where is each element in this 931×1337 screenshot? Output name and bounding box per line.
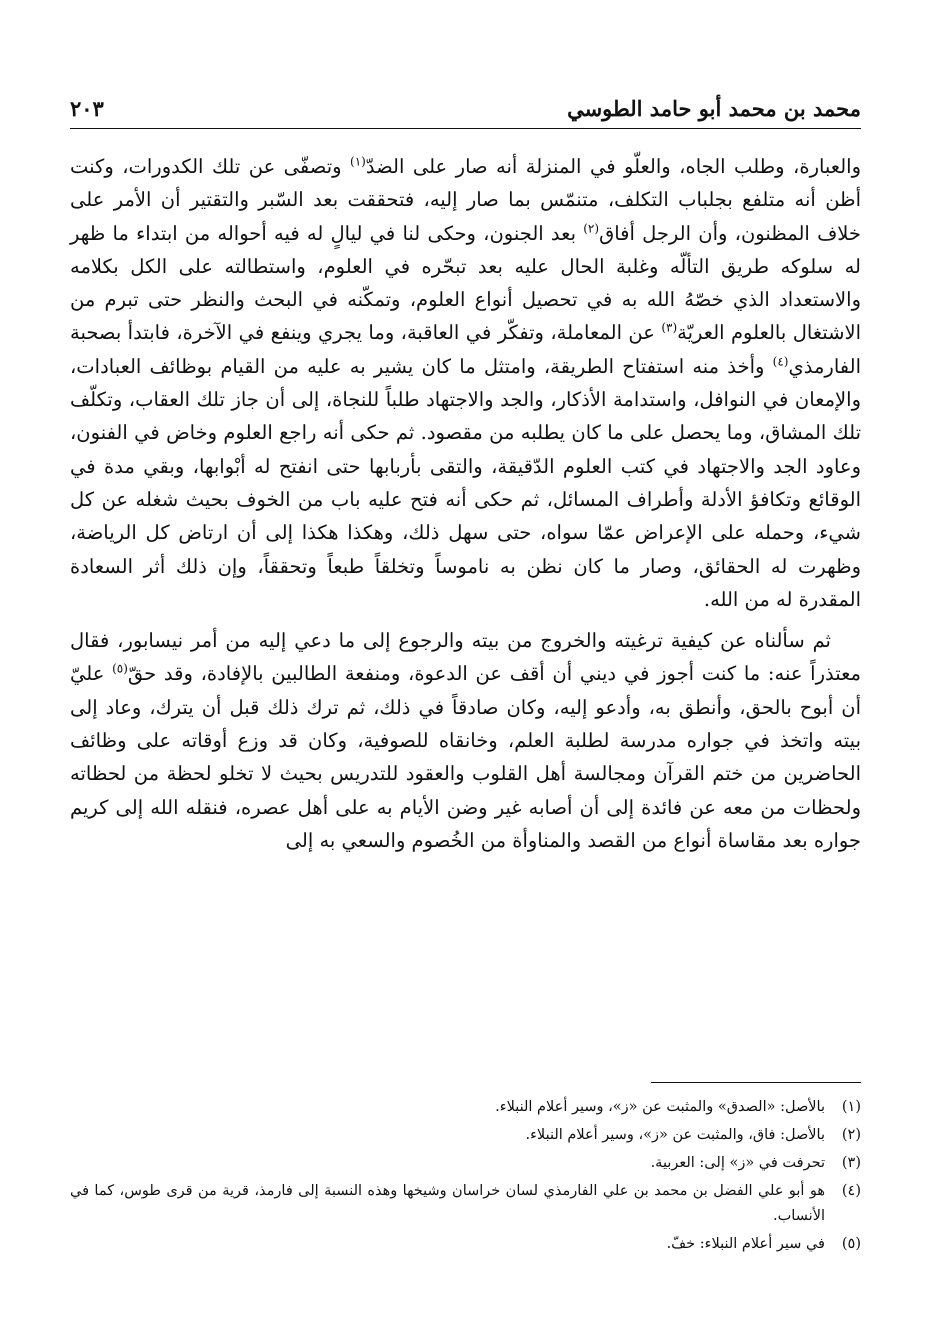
footnote-number: (٤): [841, 1183, 861, 1199]
footnote-text: هو أبو علي الفضل بن محمد بن علي الفارمذي لسان خراسان وشيخها وهذه النسبة إلى فارمذ، قرية من قرى طوس، كما في الأنساب.: [70, 1183, 825, 1224]
main-text: [70, 150, 861, 857]
footnote-number: (٥): [841, 1236, 861, 1252]
footnote-marker-5: (٥): [112, 661, 128, 676]
footnote-number: (٣): [841, 1155, 861, 1171]
footnote-text: بالأصل: «الصدق» والمثبت عن «ز»، وسير أعلام النبلاء.: [495, 1099, 825, 1115]
footnote-3: [70, 1151, 861, 1176]
footnote-5: [70, 1232, 861, 1257]
text-run: بعد الجنون، وحكى لنا في ليالٍ له فيه أحواله من ابتداء ما ظهر له سلوكه طريق التألّه وغلبة الحال عليه بعد تبحّره في العلوم، واستطالته على الكل بكلامه والاستعداد الذي خصّهُ الله به في تحصيل أنواع العلوم، وتمكّنه في البحث والنظر حتى تبرم من الاشتغال بالعلوم العريّة: [70, 221, 861, 345]
footnote-4: [70, 1179, 861, 1229]
footnote-1: [70, 1095, 861, 1120]
footnote-marker-2: (٢): [583, 221, 600, 236]
text-run: وأخذ منه استفتاح الطريقة، وامتثل ما كان يشير به عليه من القيام بوظائف العبادات، والإمعان في النوافل، واستدامة الأذكار، والجد والاجتهاد طلباً للنجاة، إلى أن جاز تلك العقاب، وتكلّف تلك المشاق، وما يحصل على ما كان يطلبه من مقصود. ثم حكى أنه راجع العلوم وخاض في الفنون، وعاود الجد والاجتهاد في كتب العلوم الدّقيقة، والتقى بأربابها حتى انفتح له أبْوابها، وبقي مدة في الوقائع وتكافؤ الأدلة وأطراف المسائل، ثم حكى أنه فتح عليه باب من الخوف بحيث شغله عن كل شيء، وحمله على الإعراض عمّا سواه، حتى سهل ذلك، وهكذا هكذا إلى أن ارتاض كل الرياضة، وظهرت له الحقائق، وصار ما كان نظن به ناموساً وتخلقاً طبعاً وتحققاً، وإن ذلك أثر السعادة المقدرة له من الله.: [70, 354, 861, 611]
paragraph-2: [70, 624, 861, 857]
paragraph-1: [70, 150, 861, 616]
footnotes: [70, 1095, 861, 1260]
footnote-separator: [651, 1082, 861, 1083]
text-run: والعبارة، وطلب الجاه، والعلّو في المنزلة أنه صار على الضدّ: [365, 155, 861, 178]
running-title: محمد بن محمد أبو حامد الطوسي: [567, 95, 861, 121]
footnote-2: [70, 1123, 861, 1148]
footnote-text: في سير أعلام النبلاء: خفّ.: [666, 1236, 825, 1252]
footnote-text: بالأصل: فاق، والمثبت عن «ز»، وسير أعلام النبلاء.: [525, 1127, 825, 1143]
footnote-marker-3: (٣): [661, 320, 678, 335]
footnote-marker-4: (٤): [772, 354, 789, 369]
footnote-number: (٢): [841, 1127, 861, 1143]
page-number: ٢٠٣: [70, 95, 104, 121]
text-run: وتصفّى عن تلك الكدورات، وكنت أظن أنه متلفع بجلباب التكلف، متنمّس بما صار إليه، فتحققت بعد السّبر والتقتير أن الأمر على خلاف المظنون، وأن الرجل أفاق: [70, 155, 861, 245]
footnote-marker-1: (١): [350, 154, 366, 169]
text-run: عن المعاملة، وتفكّر في العاقبة، وما يجري وينفع في الآخرة، فابتدأ بصحبة الفارمذي: [70, 321, 861, 378]
footnote-number: (١): [841, 1099, 861, 1115]
text-run: عليّ أن أبوح بالحق، وأنطق به، وأدعو إليه، وكان صادقاً في ذلك، ثم ترك ذلك قبل أن يترك، وعاد إلى بيته واتخذ في جواره مدرسة لطلبة العلم، وخانقاه للصوفية، وكان قد وزع أوقاته على وظائف الحاضرين من ختم القرآن ومجالسة أهل القلوب والعقود للتدريس بحيث لا تخلو لحظة من لحظاته ولحظات من معه عن فائدة إلى أن أصابه غير وضن الأيام به على أهل عصره، فنقله الله إلى كريم جواره بعد مقاساة أنواع من القصد والمناوأة من الخُصوم والسعي به إلى: [70, 662, 861, 852]
page-header: [70, 88, 861, 129]
footnote-text: تحرفت في «ز» إلى: العربية.: [650, 1155, 825, 1171]
text-run: ثم سألناه عن كيفية ترغيته والخروج من بيته والرجوع إلى ما دعي إليه من أمر نيسابور، فقال معتذراً عنه: ما كنت أجوز في ديني أن أقف عن الدعوة، ومنفعة الطالبين بالإفادة، وقد حقّ: [70, 629, 861, 686]
